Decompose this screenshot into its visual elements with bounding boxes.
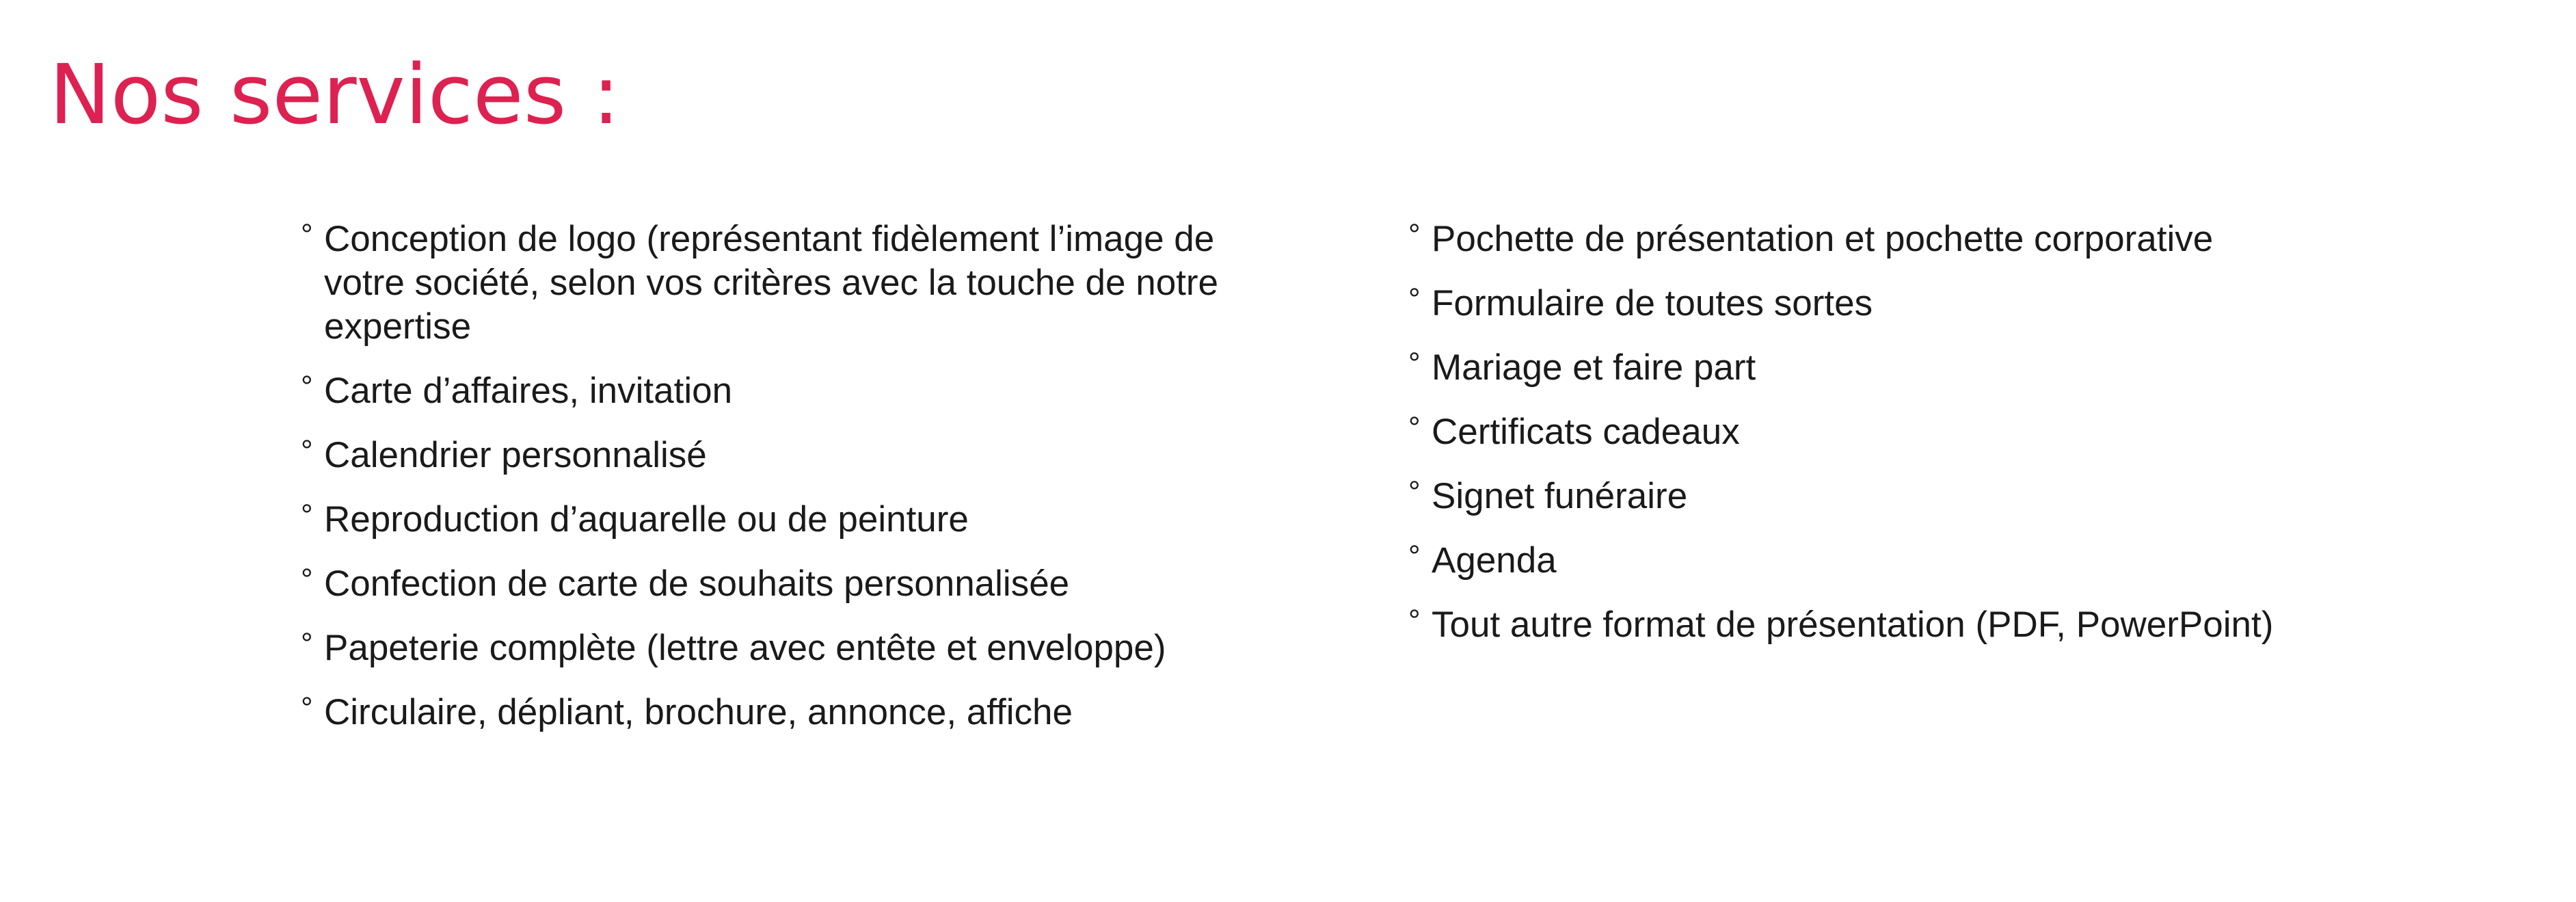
bullet-marker: ° [1408, 604, 1421, 637]
bullet-marker: ° [1408, 282, 1421, 316]
service-label: Formulaire de toutes sortes [1432, 283, 1873, 323]
service-item-flyers [301, 691, 1272, 734]
service-label: Signet funéraire [1432, 476, 1688, 516]
bullet-marker: ° [1408, 218, 1421, 252]
bullet-marker: ° [301, 434, 313, 468]
bullet-marker: ° [301, 499, 313, 532]
service-item-business-card [301, 369, 1272, 413]
page-title: Nos services : [49, 48, 620, 143]
service-label: Pochette de présentation et pochette corporative [1432, 219, 2214, 259]
service-label: Papeterie complète (lettre avec entête et enveloppe) [324, 628, 1166, 668]
service-label: Agenda [1432, 540, 1557, 581]
service-item-folder [1408, 217, 2434, 261]
service-item-greeting-card [301, 562, 1272, 606]
bullet-marker: ° [301, 627, 313, 661]
service-item-agenda [1408, 539, 2434, 583]
bullet-marker: ° [301, 370, 313, 403]
service-label: Confection de carte de souhaits personnalisée [324, 563, 1070, 604]
service-label: Conception de logo (représentant fidèlement l’image de votre société, selon vos critères avec la touche de notre expertise [324, 219, 1219, 347]
service-label: Tout autre format de présentation (PDF, PowerPoint) [1432, 605, 2274, 645]
service-item-gift-certificates [1408, 410, 2434, 454]
service-item-logo-design [301, 217, 1272, 349]
bullet-marker: ° [1408, 540, 1421, 573]
service-item-presentation-format [1408, 603, 2434, 647]
service-label: Circulaire, dépliant, brochure, annonce, affiche [324, 692, 1073, 732]
service-item-forms [1408, 282, 2434, 326]
service-label: Reproduction d’aquarelle ou de peinture [324, 499, 969, 540]
service-item-reproduction [301, 498, 1272, 542]
service-item-wedding [1408, 346, 2434, 390]
bullet-marker: ° [301, 218, 313, 252]
service-label: Certificats cadeaux [1432, 412, 1740, 452]
service-label: Carte d’affaires, invitation [324, 371, 733, 411]
service-label: Mariage et faire part [1432, 347, 1756, 388]
service-item-calendar [301, 434, 1272, 477]
services-list-right [1408, 217, 2434, 667]
bullet-marker: ° [1408, 411, 1421, 445]
bullet-marker: ° [1408, 347, 1421, 380]
services-list-left [301, 217, 1272, 755]
service-label: Calendrier personnalisé [324, 435, 707, 475]
bullet-marker: ° [301, 563, 313, 596]
service-item-funeral-bookmark [1408, 475, 2434, 518]
bullet-marker: ° [1408, 475, 1421, 509]
bullet-marker: ° [301, 691, 313, 725]
service-item-stationery [301, 626, 1272, 670]
